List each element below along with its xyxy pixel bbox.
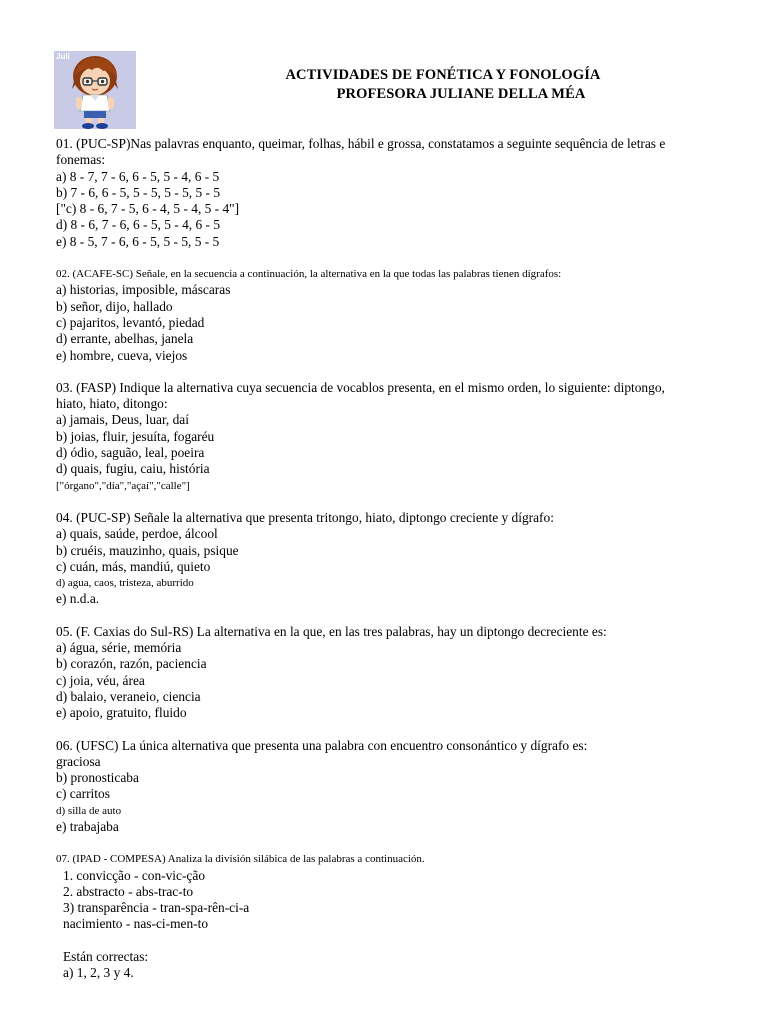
q2-option-d: d) errante, abelhas, janela <box>56 331 194 347</box>
q6-option-d: d) silla de auto <box>56 804 122 817</box>
q3-stem-line2: hiato, hiato, ditongo: <box>56 396 168 412</box>
q1-option-b: b) 7 - 6, 6 - 5, 5 - 5, 5 - 5, 5 - 5 <box>56 184 221 200</box>
q4-option-d: d) agua, caos, tristeza, aburrido <box>56 577 194 590</box>
q6-stem: 06. (UFSC) La única alternativa que presenta una palabra con encuentro consonántico y dígrafo es: <box>56 737 588 753</box>
q1-stem-line1: 01. (PUC-SP)Nas palavras enquanto, queimar, folhas, hábil e grossa, constatamos a seguinte sequência de letras e <box>56 136 666 151</box>
q2-stem: 02. (ACAFE-SC) Señale, en la secuencia a continuación, la alternativa en la que todas las palabras tienen dígrafos: <box>56 268 562 281</box>
q4-option-a: a) quais, saúde, perdoe, álcool <box>56 526 218 542</box>
q7-item-1: 1. convicção - con-vic-ção <box>63 867 206 883</box>
q1-option-e: e) 8 - 5, 7 - 6, 6 - 5, 5 - 5, 5 - 5 <box>56 233 220 249</box>
q6-option-c: c) carritos <box>56 786 110 802</box>
q6-option-a: graciosa <box>56 753 101 769</box>
page-subtitle: PROFESORA JULIANE DELLA MÉA <box>336 86 586 102</box>
q2-option-c: c) pajaritos, levantó, piedad <box>56 314 205 330</box>
q6-option-b: b) pronosticaba <box>56 770 139 786</box>
worksheet-body <box>56 136 746 981</box>
q2-option-b: b) señor, dijo, hallado <box>56 298 173 314</box>
q7-item-3: 3) transparência - tran-spa-rên-ci-a <box>63 900 250 916</box>
q1-option-d: d) 8 - 6, 7 - 6, 6 - 5, 5 - 4, 6 - 5 <box>56 217 221 233</box>
q4-option-e: e) n.d.a. <box>56 591 100 607</box>
q3-option-d1: d) ódio, saguão, leal, poeira <box>56 445 205 461</box>
q7-stem: 07. (IPAD - COMPESA) Analiza la división silábica de las palabras a continuación. <box>56 853 425 866</box>
q5-option-b: b) corazón, razón, paciencia <box>56 656 207 672</box>
q3-extra-words: ["órgano","día","açaí","calle"] <box>56 479 190 492</box>
q4-option-b: b) cruéis, mauzinho, quais, psique <box>56 542 239 558</box>
q5-option-a: a) água, série, memória <box>56 640 182 656</box>
q1-option-c: ["c) 8 - 6, 7 - 5, 6 - 4, 5 - 4, 5 - 4"] <box>56 201 240 217</box>
q3-option-d2: d) quais, fugiu, caiu, história <box>56 461 210 477</box>
q2-option-e: e) hombre, cueva, viejos <box>56 347 188 363</box>
cartoon-teacher-icon <box>54 51 136 129</box>
q2-option-a: a) historias, imposible, máscaras <box>56 282 231 298</box>
q4-stem: 04. (PUC-SP) Señale la alternativa que presenta tritongo, hiato, diptongo creciente y dígrafo: <box>56 509 554 525</box>
q7-prompt: Están correctas: <box>63 948 149 964</box>
q6-option-e: e) trabajaba <box>56 818 119 834</box>
q3-option-a: a) jamais, Deus, luar, daí <box>56 412 189 428</box>
q5-stem: 05. (F. Caxias do Sul-RS) La alternativa en la que, en las tres palabras, hay un diptongo decreciente es: <box>56 623 607 639</box>
page-title: ACTIVIDADES DE FONÉTICA Y FONOLOGÍA <box>285 67 601 83</box>
q5-option-e: e) apoio, gratuito, fluido <box>56 705 187 721</box>
q4-option-c: c) cuán, más, mandiú, quieto <box>56 558 211 574</box>
q3-stem-line1: 03. (FASP) Indique la alternativa cuya secuencia de vocablos presenta, en el mismo orden, lo siguiente: diptongo, <box>56 379 665 395</box>
q5-option-d: d) balaio, veraneio, ciencia <box>56 688 201 704</box>
q3-option-b: b) joias, fluir, jesuíta, fogaréu <box>56 428 215 444</box>
q1-stem-line2: fonemas: <box>56 152 106 168</box>
q7-item-2: 2. abstracto - abs-trac-to <box>63 883 194 899</box>
q7-item-4: nacimiento - nas-ci-men-to <box>63 916 209 932</box>
q7-option-a: a) 1, 2, 3 y 4. <box>63 965 134 981</box>
q1-option-a: a) 8 - 7, 7 - 6, 6 - 5, 5 - 4, 6 - 5 <box>56 168 220 184</box>
avatar <box>54 51 136 129</box>
q5-option-c: c) joia, véu, área <box>56 672 145 688</box>
avatar-watermark: Juli <box>56 52 70 61</box>
